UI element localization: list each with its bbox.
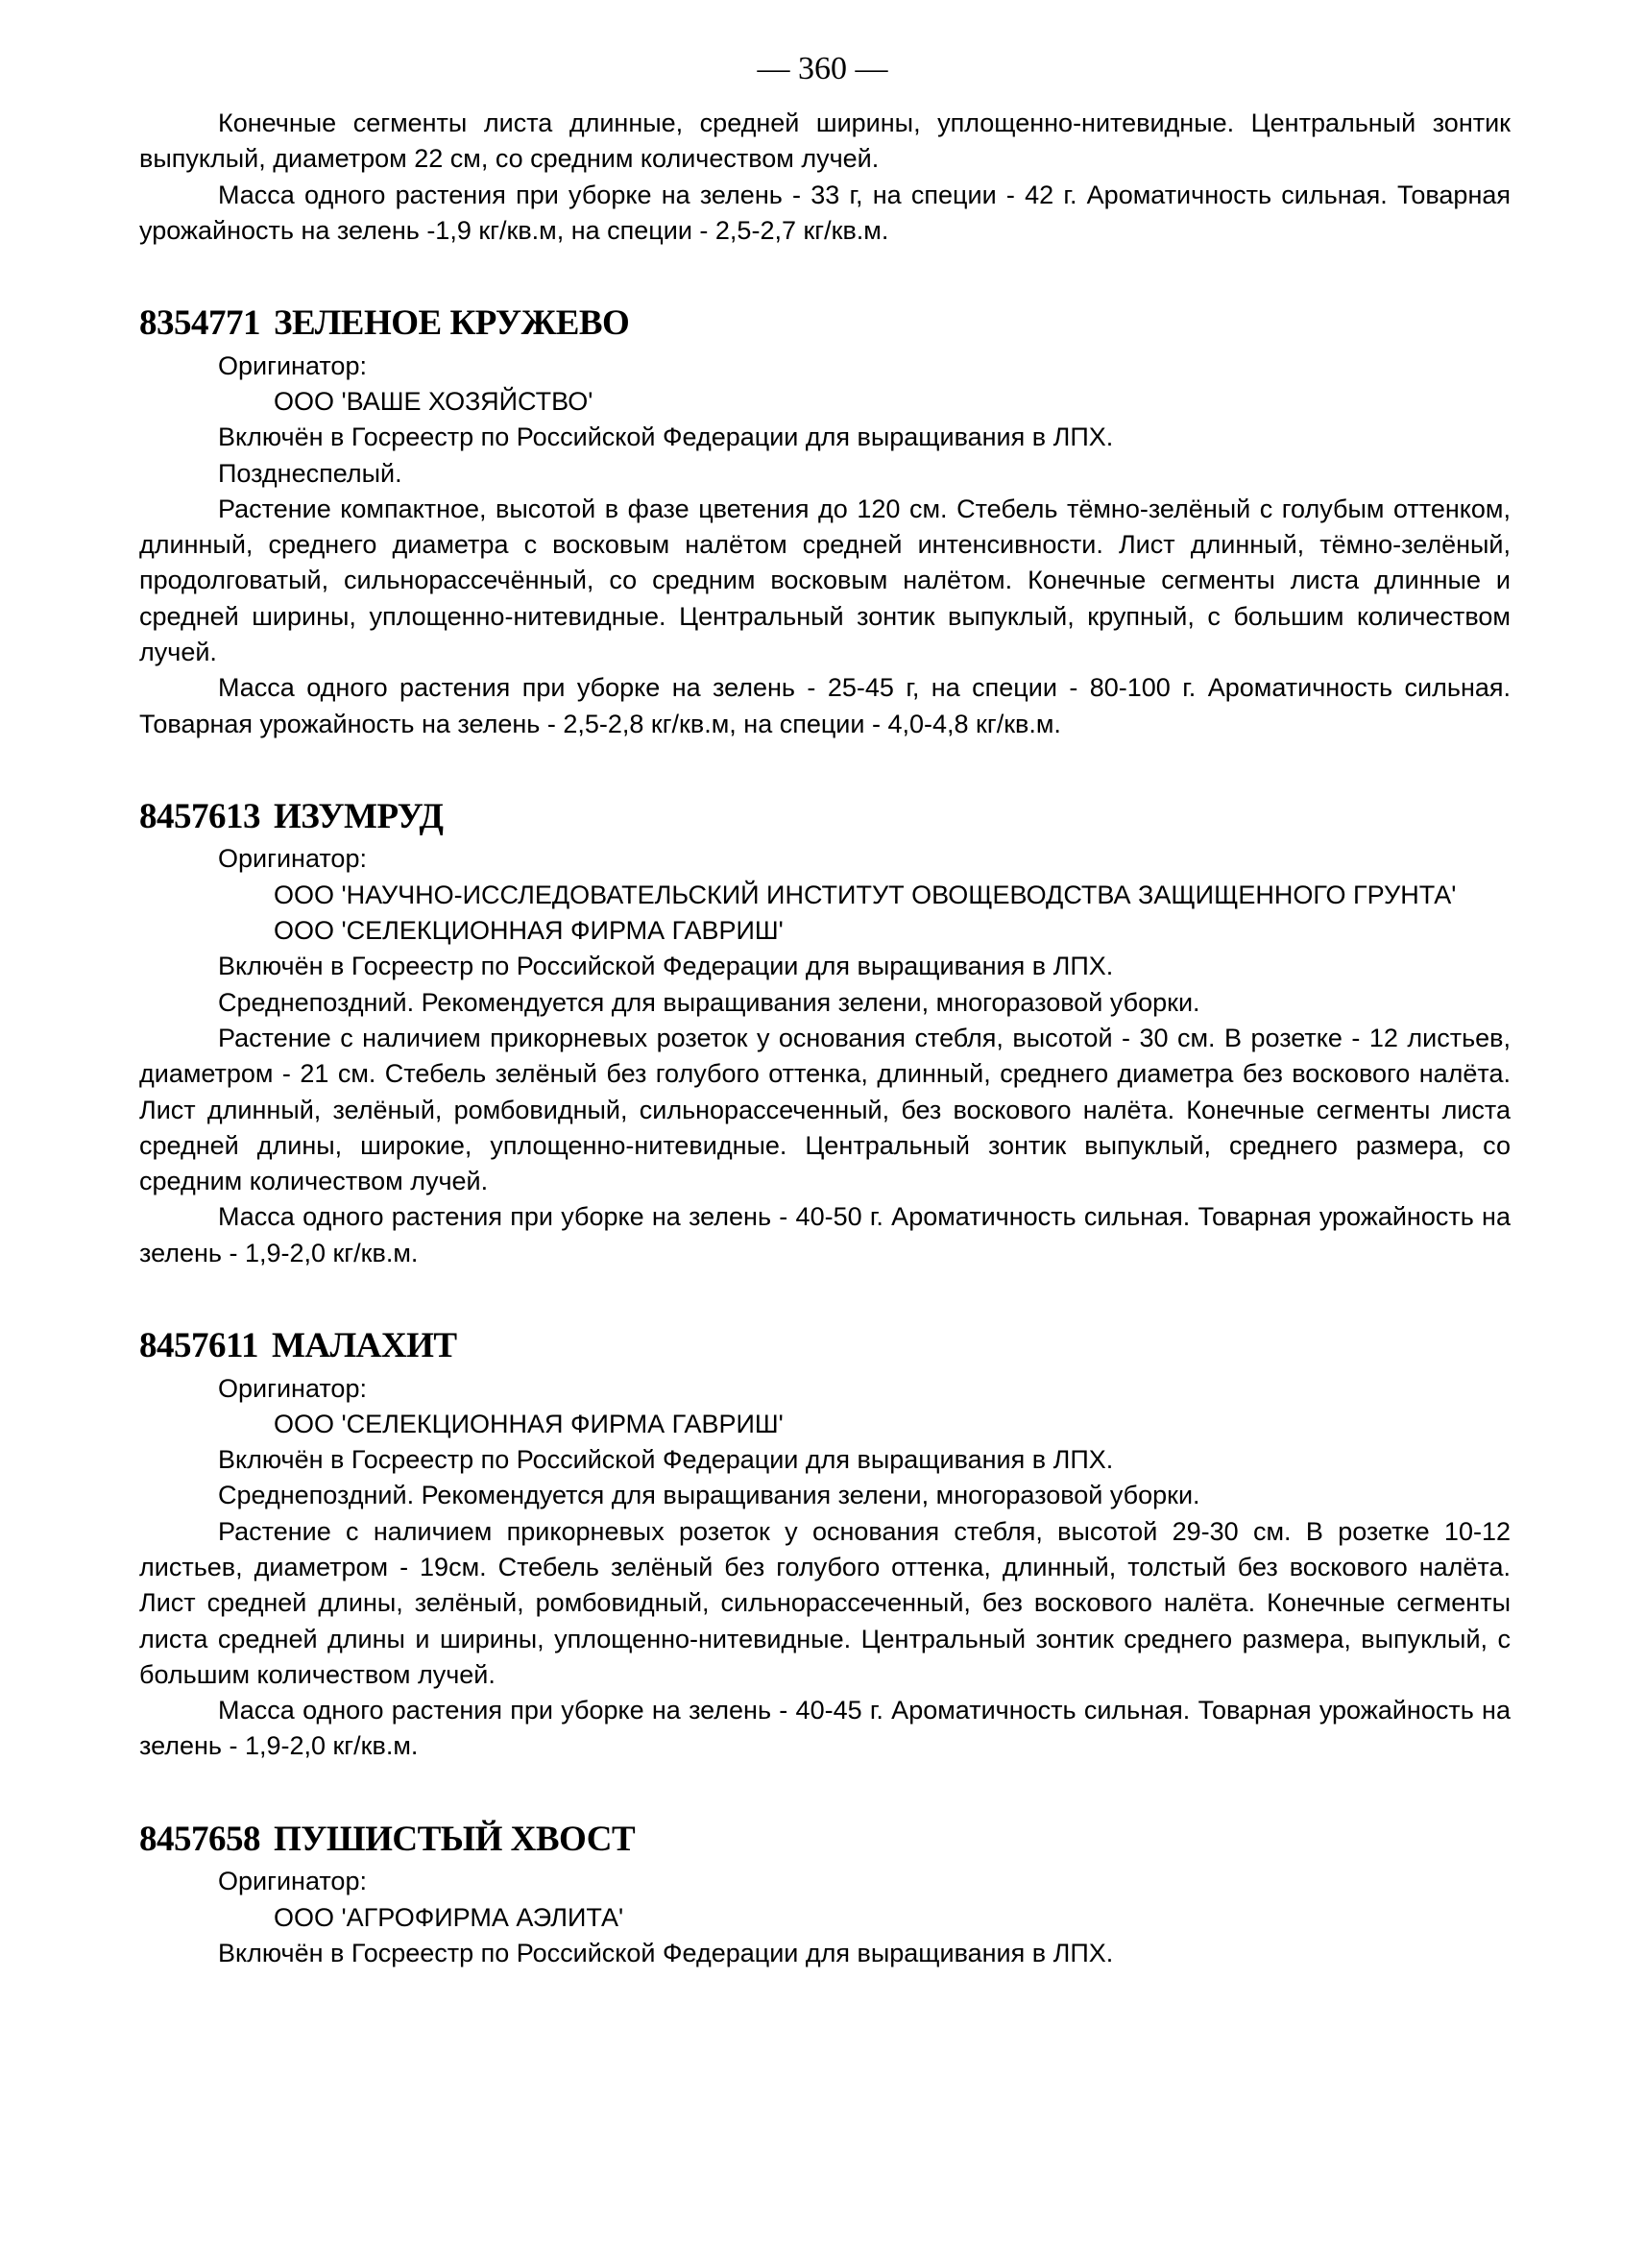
yield: Масса одного растения при уборке на зелень - 40-50 г. Ароматичность сильная. Товарная урожайность на зелень - 1,9-2,0 кг/кв.м. — [139, 1202, 1511, 1267]
variety-heading — [139, 299, 1511, 349]
variety-name: ПУШИСТЫЙ ХВОСТ — [274, 1819, 636, 1859]
variety-name: МАЛАХИТ — [271, 1326, 457, 1366]
variety-heading — [139, 1321, 1511, 1371]
variety-heading — [139, 792, 1511, 842]
variety-heading — [139, 1815, 1511, 1865]
variety-name: ЗЕЛЕНОЕ КРУЖЕВО — [274, 303, 630, 344]
variety-code: 8457613 — [139, 796, 260, 836]
registry-note: Включён в Госреестр по Российской Федерации для выращивания в ЛПХ. — [218, 1445, 1114, 1475]
maturity: Среднепоздний. Рекомендуется для выращивания зелени, многоразовой уборки. — [218, 1481, 1200, 1510]
description: Растение с наличием прикорневых розеток у основания стебля, высотой 29-30 см. В розетке 10-12 листьев, диаметром - 19см. Стебель зелёный без голубого оттенка, длинный, толстый без воскового налёта. Лист средней длины, зелёный, ромбовидный, сильнорассеченный, без воскового налёта. Конечные сегменты листа средней длины и ширины, уплощенно-нитевидные. Центральный зонтик среднего размера, выпуклый, с большим количеством лучей. — [139, 1516, 1511, 1689]
originator-label: Оригинатор: — [218, 350, 367, 380]
maturity: Позднеспелый. — [218, 458, 402, 488]
variety-entry — [139, 299, 1511, 742]
originator-name: ООО 'ВАШЕ ХОЗЯЙСТВО' — [274, 386, 593, 416]
description: Растение компактное, высотой в фазе цветения до 120 см. Стебель тёмно-зелёный с голубым оттенком, длинный, среднего диаметра с восковым налётом средней интенсивности. Лист длинный, тёмно-зелёный, продолговатый, сильнорассечённый, со средним восковым налётом. Конечные сегменты листа длинные и средней ширины, уплощенно-нитевидные. Центральный зонтик выпуклый, крупный, с большим количеством лучей. — [139, 494, 1511, 667]
originator-label: Оригинатор: — [218, 1373, 367, 1403]
registry-note: Включён в Госреестр по Российской Федерации для выращивания в ЛПХ. — [218, 422, 1114, 452]
registry-note: Включён в Госреестр по Российской Федерации для выращивания в ЛПХ. — [218, 1938, 1114, 1967]
registry-note: Включён в Госреестр по Российской Федерации для выращивания в ЛПХ. — [218, 952, 1114, 981]
originator-name: ООО 'СЕЛЕКЦИОННАЯ ФИРМА ГАВРИШ' — [274, 1409, 784, 1438]
originator-label: Оригинатор: — [218, 1867, 367, 1896]
intro-paragraph: Конечные сегменты листа длинные, средней ширины, уплощенно-нитевидные. Центральный зонтик выпуклый, диаметром 22 см, со средним количеством лучей. — [139, 109, 1511, 174]
originator-name: ООО 'НАУЧНО-ИССЛЕДОВАТЕЛЬСКИЙ ИНСТИТУТ ОВОЩЕВОДСТВА ЗАЩИЩЕННОГО ГРУНТА' — [274, 880, 1457, 909]
originator-name: ООО 'СЕЛЕКЦИОННАЯ ФИРМА ГАВРИШ' — [274, 916, 784, 946]
variety-entry — [139, 792, 1511, 1271]
variety-code: 8457658 — [139, 1819, 260, 1859]
maturity: Среднепоздний. Рекомендуется для выращивания зелени, многоразовой уборки. — [218, 987, 1200, 1017]
originator-label: Оригинатор: — [218, 844, 367, 874]
yield: Масса одного растения при уборке на зелень - 25-45 г, на специи - 80-100 г. Ароматичность сильная. Товарная урожайность на зелень - 2,5-2,8 кг/кв.м, на специи - 4,0-4,8 кг/кв.м. — [139, 673, 1511, 738]
description: Растение с наличием прикорневых розеток у основания стебля, высотой - 30 см. В розетке - 12 листьев, диаметром - 21 см. Стебель зелёный без голубого оттенка, длинный, среднего диаметра без воскового налёта. Лист длинный, зелёный, ромбовидный, сильнорассеченный, без воскового налёта. Конечные сегменты листа средней длины, широкие, уплощенно-нитевидные. Центральный зонтик выпуклый, среднего размера, со средним количеством лучей. — [139, 1023, 1511, 1196]
variety-name: ИЗУМРУД — [274, 796, 444, 836]
variety-code: 8457611 — [139, 1326, 258, 1366]
originator-name: ООО 'АГРОФИРМА АЭЛИТА' — [274, 1902, 624, 1932]
variety-entry — [139, 1321, 1511, 1765]
variety-entry — [139, 1815, 1511, 1971]
page-number: — 360 — — [757, 51, 888, 86]
page-content — [139, 106, 1511, 1971]
yield: Масса одного растения при уборке на зелень - 40-45 г. Ароматичность сильная. Товарная урожайность на зелень - 1,9-2,0 кг/кв.м. — [139, 1696, 1511, 1761]
intro-paragraph: Масса одного растения при уборке на зелень - 33 г, на специи - 42 г. Ароматичность сильная. Товарная урожайность на зелень -1,9 кг/кв.м, на специи - 2,5-2,7 кг/кв.м. — [139, 180, 1511, 245]
variety-code: 8354771 — [139, 303, 260, 344]
